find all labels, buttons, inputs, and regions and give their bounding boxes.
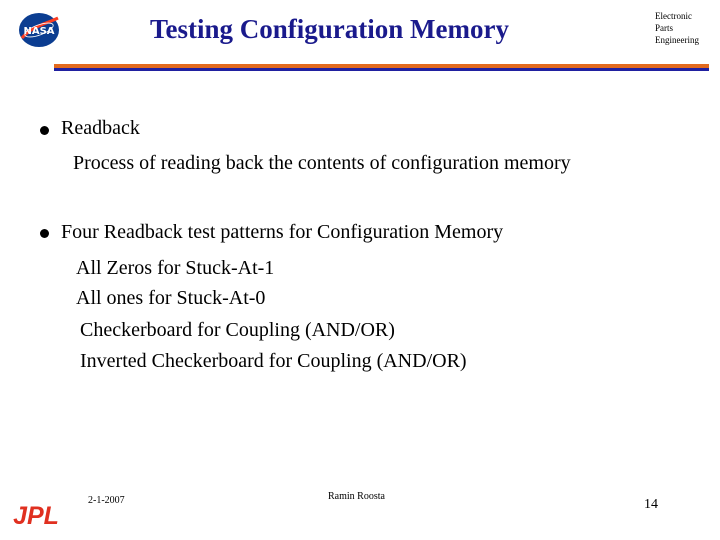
jpl-logo-text: JPL <box>13 502 59 528</box>
department-label <box>655 10 699 46</box>
slide-title: Testing Configuration Memory <box>150 14 509 44</box>
pattern-item: Checkerboard for Coupling (AND/OR) <box>80 319 395 341</box>
pattern-item: All ones for Stuck-At-0 <box>76 287 266 309</box>
pattern-item: Inverted Checkerboard for Coupling (AND/OR) <box>80 350 467 372</box>
footer-author: Ramin Roosta <box>328 491 385 502</box>
bullet-text: Process of reading back the contents of configuration memory <box>73 152 571 174</box>
bullet-icon <box>40 229 49 238</box>
dept-line-3: Engineering <box>655 35 699 45</box>
dept-line-2: Parts <box>655 23 673 33</box>
nasa-logo <box>18 12 60 48</box>
bullet-heading-patterns: Four Readback test patterns for Configuration Memory <box>61 221 504 243</box>
nasa-logo-text: NASA <box>23 26 55 37</box>
jpl-logo <box>12 500 60 528</box>
bullet-heading-readback: Readback <box>61 117 140 139</box>
pattern-item: All Zeros for Stuck-At-1 <box>76 257 275 279</box>
bullet-icon <box>40 126 49 135</box>
footer-date: 2-1-2007 <box>88 495 125 506</box>
page-number: 14 <box>644 497 658 512</box>
dept-line-1: Electronic <box>655 11 692 21</box>
header-rule-blue <box>54 68 709 71</box>
